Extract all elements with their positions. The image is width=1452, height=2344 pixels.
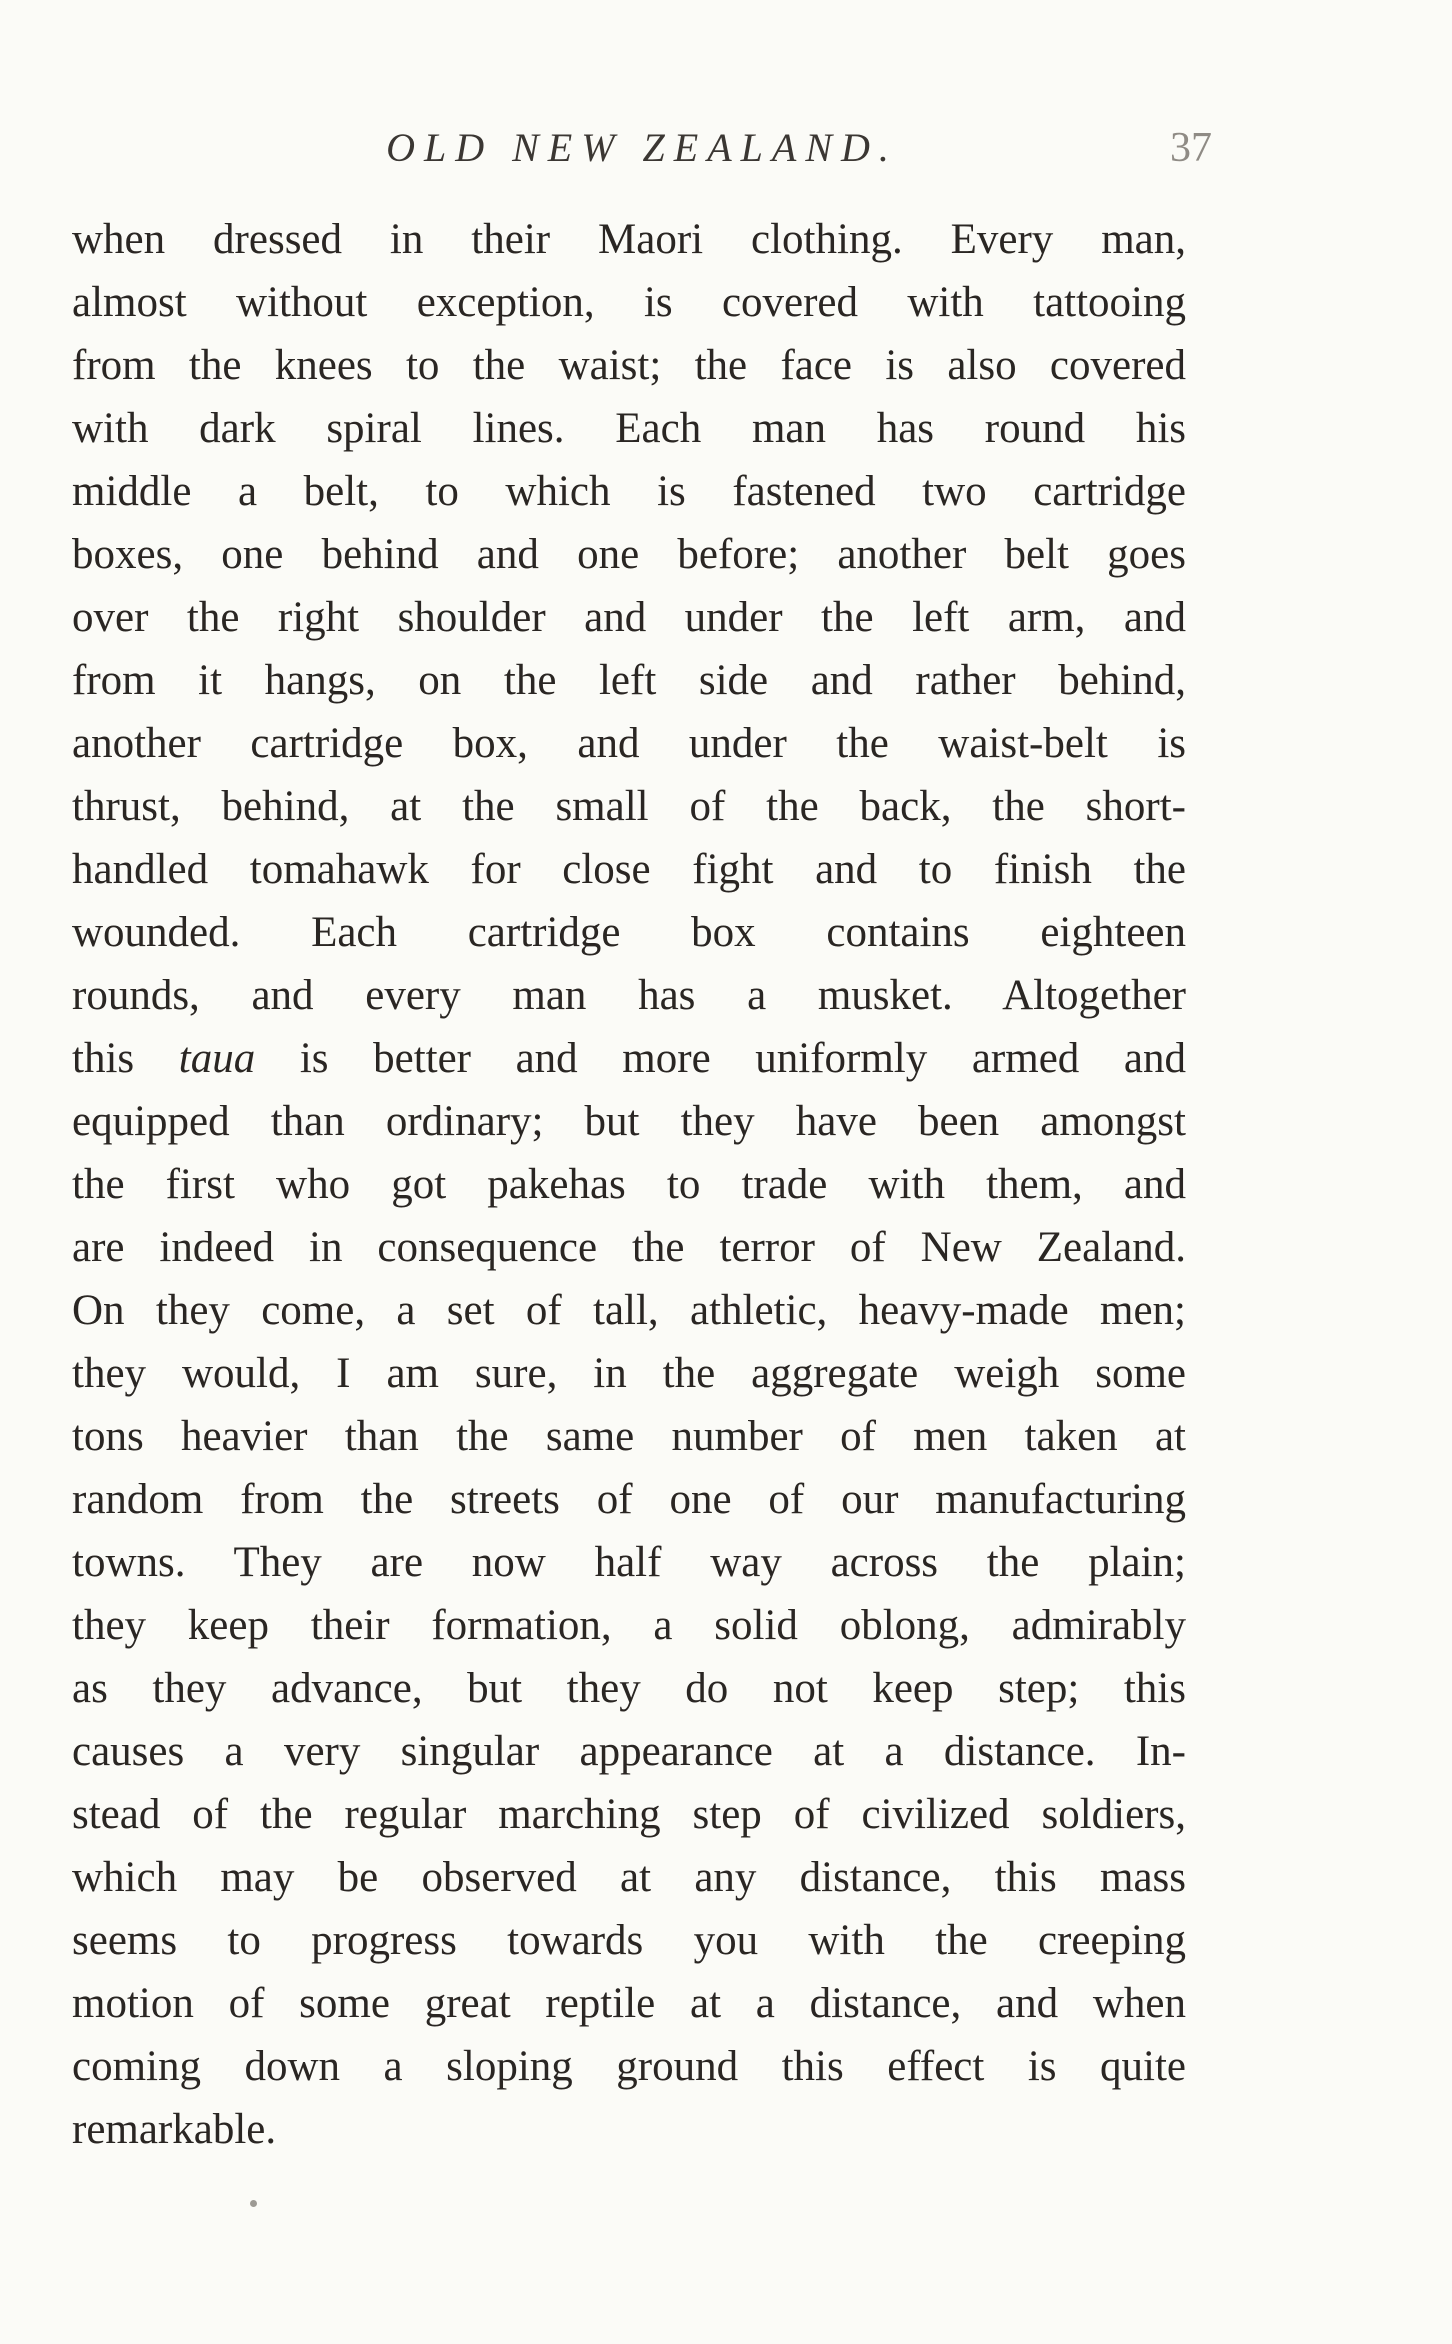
text-line: another cartridge box, and under the waist-belt is [72, 720, 1186, 767]
text-line: coming down a sloping ground this effect is quite [72, 2043, 1186, 2090]
text-line: they would, I am sure, in the aggregate weigh some [72, 1350, 1186, 1397]
running-head [72, 124, 1212, 180]
text-line: are indeed in consequence the terror of New Zealand. [72, 1224, 1186, 1271]
text-line: handled tomahawk for close fight and to finish the [72, 846, 1186, 893]
text-line: seems to progress towards you with the creeping [72, 1917, 1186, 1964]
text-line: with dark spiral lines. Each man has round his [72, 405, 1186, 452]
text-line: from it hangs, on the left side and rather behind, [72, 657, 1186, 704]
taua-line-before: this [72, 1035, 179, 1082]
text-line: thrust, behind, at the small of the back, the short- [72, 783, 1186, 830]
text-line: On they come, a set of tall, athletic, heavy-made men; [72, 1287, 1186, 1334]
text-line: rounds, and every man has a musket. Altogether [72, 972, 1186, 1019]
running-title: OLD NEW ZEALAND. [386, 125, 898, 170]
text-line: random from the streets of one of our manufacturing [72, 1476, 1186, 1523]
body-text [72, 208, 1186, 2161]
text-line-last: remarkable. [72, 2106, 277, 2153]
text-line: wounded. Each cartridge box contains eighteen [72, 909, 1186, 956]
text-line: equipped than ordinary; but they have been amongst [72, 1098, 1186, 1145]
taua-word: taua [178, 1035, 256, 1082]
text-line: almost without exception, is covered with tattooing [72, 279, 1186, 326]
text-line: over the right shoulder and under the left arm, and [72, 594, 1186, 641]
page-number: 37 [1170, 125, 1212, 171]
text-line: causes a very singular appearance at a distance. In- [72, 1728, 1186, 1775]
text-line: the first who got pakehas to trade with them, and [72, 1161, 1186, 1208]
text-line: from the knees to the waist; the face is also covered [72, 342, 1186, 389]
text-line: stead of the regular marching step of civilized soldiers, [72, 1791, 1186, 1838]
text-line: when dressed in their Maori clothing. Every man, [72, 216, 1186, 263]
text-line: tons heavier than the same number of men taken at [72, 1413, 1186, 1460]
text-line: towns. They are now half way across the plain; [72, 1539, 1186, 1586]
text-line: which may be observed at any distance, this mass [72, 1854, 1186, 1901]
text-line: motion of some great reptile at a distance, and when [72, 1980, 1186, 2027]
text-line: boxes, one behind and one before; another belt goes [72, 531, 1186, 578]
text-line: they keep their formation, a solid oblong, admirably [72, 1602, 1186, 1649]
text-line: as they advance, but they do not keep step; this [72, 1665, 1186, 1712]
paper-speck [250, 2200, 257, 2207]
text-line: middle a belt, to which is fastened two cartridge [72, 468, 1186, 515]
taua-line-after: is better and more uniformly armed and [255, 1035, 1186, 1082]
text-line-taua [72, 1027, 1186, 1090]
